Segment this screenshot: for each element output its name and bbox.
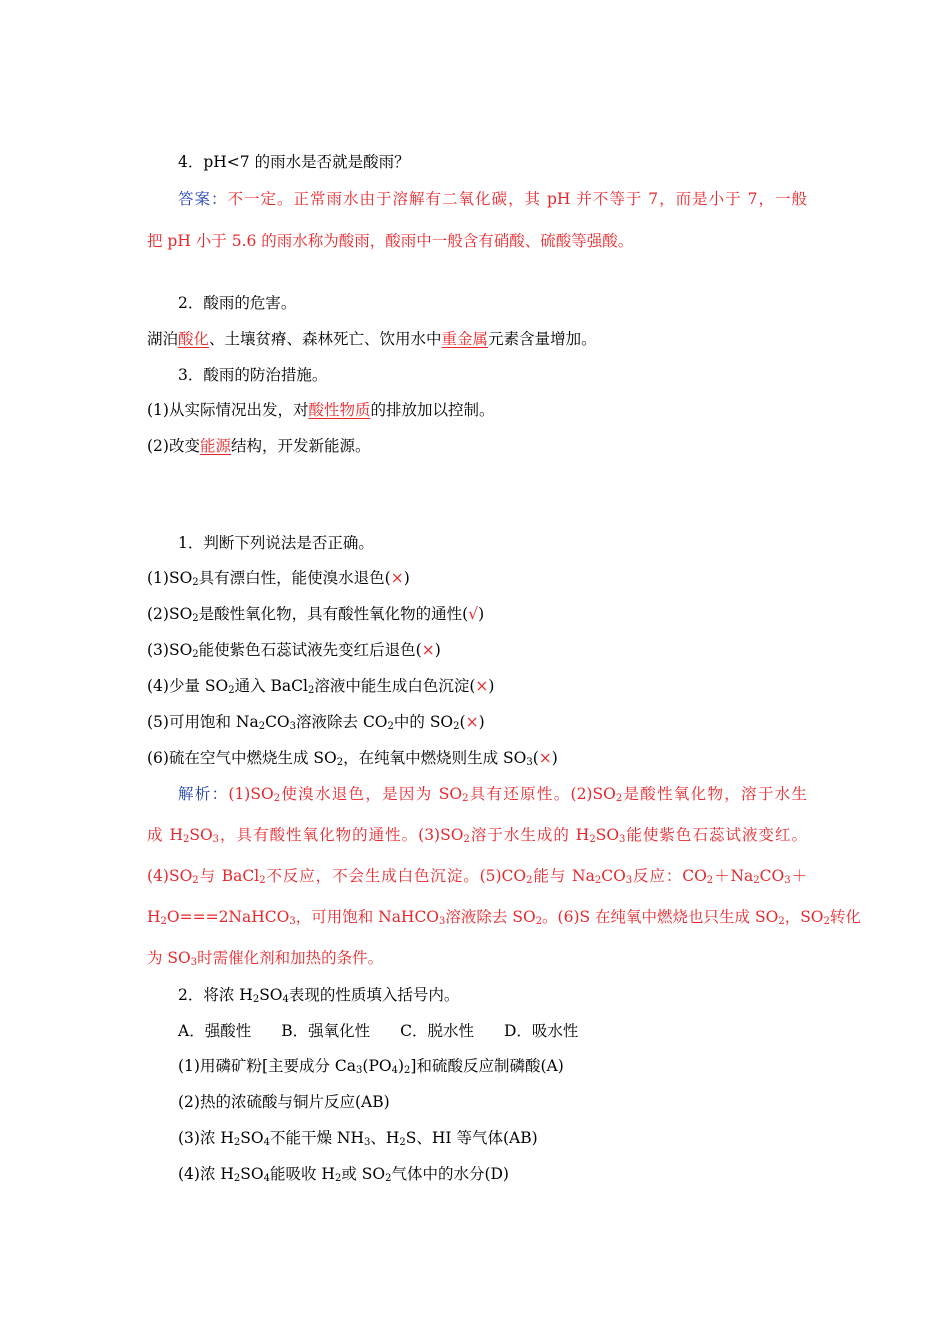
option-a: A．强酸性 bbox=[178, 1022, 252, 1040]
section-3-heading: 3．酸雨的防治措施。 bbox=[178, 366, 328, 384]
practice-1-item-4: (4)少量 $SO_2$通入 BaCl$_2$溶液中能生成白色沉淀(×) bbox=[147, 677, 495, 696]
option-d: D．吸水性 bbox=[503, 1022, 579, 1040]
section-3-item-1: (1)从实际情况出发，对酸性物质的排放加以控制。 bbox=[147, 401, 495, 419]
practice-2-item-3: (3)浓 $H_2SO_4$不能干燥 $NH_3$、$H_2S$、HI 等气体(AB) bbox=[178, 1129, 538, 1148]
practice-1-item-1: $(1)SO_2$具有漂白性，能使溴水退色(×) bbox=[147, 569, 410, 588]
question-4-answer-line1: 答案：不一定。正常雨水由于溶解有二氧化碳，其 pH 并不等于 7，而是小于 7，一般 bbox=[178, 190, 807, 208]
section-3-item-2: (2)改变能源结构，开发新能源。 bbox=[147, 437, 371, 455]
analysis-line-5: 为 $SO_3$时需催化剂和加热的条件。 bbox=[147, 949, 384, 968]
analysis-label: 解析： bbox=[178, 785, 229, 803]
cross-mark: × bbox=[538, 749, 552, 767]
practice-1-item-5: (5)可用饱和 $Na_2CO_3$溶液除去 $CO_2$中的 $SO_2(\times)$ bbox=[147, 713, 485, 732]
practice-1-item-2: $(2)SO_2$是酸性氧化物，具有酸性氧化物的通性(√) bbox=[147, 605, 485, 624]
question-4-title: 4．pH<7 的雨水是否就是酸雨？ bbox=[178, 153, 410, 171]
analysis-line-3: $(4)SO_2$与 BaCl$_2$不反应，不会生成白色沉淀。$(5)CO_2$能与 $Na_2CO_3$反应：$CO_2+Na_2CO_3+$ bbox=[147, 867, 807, 886]
answer-label: 答案： bbox=[178, 190, 228, 208]
practice-2-item-2: (2)热的浓硫酸与铜片反应(AB) bbox=[178, 1093, 390, 1111]
practice-1-heading: 1．判断下列说法是否正确。 bbox=[178, 534, 374, 552]
practice-2-heading: 2．将浓 $H_2SO_4$表现的性质填入括号内。 bbox=[178, 986, 460, 1005]
check-mark: √ bbox=[468, 605, 479, 623]
cross-mark: × bbox=[421, 641, 435, 659]
underlined-term: 能源 bbox=[199, 437, 231, 455]
option-c: C．脱水性 bbox=[400, 1022, 474, 1040]
section-2-heading: 2．酸雨的危害。 bbox=[178, 294, 297, 312]
cross-mark: × bbox=[390, 569, 404, 587]
cross-mark: × bbox=[465, 713, 479, 731]
underlined-term: 重金属 bbox=[441, 330, 489, 348]
practice-2-options bbox=[178, 1019, 608, 1041]
cross-mark: × bbox=[475, 677, 489, 695]
underlined-term: 酸化 bbox=[178, 330, 210, 348]
section-2-text: 湖泊酸化、土壤贫瘠、森林死亡、饮用水中重金属元素含量增加。 bbox=[147, 330, 597, 348]
practice-2-item-1: (1)用磷矿粉[主要成分 $Ca_3(PO_4)_2$]和硫酸反应制磷酸(A) bbox=[178, 1057, 564, 1076]
analysis-line-4: $H_2O===2NaHCO_3$，可用饱和 NaHCO$_3$溶液除去 $SO_2$。(6)S 在纯氧中燃烧也只生成 $SO_2$，$SO_2$转化 bbox=[147, 908, 861, 927]
option-b: B．强氧化性 bbox=[281, 1022, 371, 1040]
underlined-term: 酸性物质 bbox=[308, 401, 371, 419]
question-4-answer-line2: 把 pH 小于 5.6 的雨水称为酸雨，酸雨中一般含有硝酸、硫酸等强酸。 bbox=[147, 232, 634, 250]
practice-1-item-3: $(3)SO_2$能使紫色石蕊试液先变红后退色(×) bbox=[147, 641, 441, 660]
practice-2-item-4: (4)浓 $H_2SO_4$能吸收 $H_2$或 $SO_2$气体中的水分(D) bbox=[178, 1165, 509, 1184]
practice-1-item-6: (6)硫在空气中燃烧生成 $SO_2$，在纯氧中燃烧则生成 $SO_3(\times)$ bbox=[147, 749, 558, 768]
analysis-line-1: 解析：$(1)SO_2$使溴水退色，是因为 $SO_2$具有还原性。$(2)SO_2$是酸性氧化物，溶于水生 bbox=[178, 785, 807, 804]
analysis-line-2: 成 $H_2SO_3$，具有酸性氧化物的通性。$(3)SO_2$溶于水生成的 $H_2SO_3$能使紫色石蕊试液变红。 bbox=[147, 826, 807, 845]
